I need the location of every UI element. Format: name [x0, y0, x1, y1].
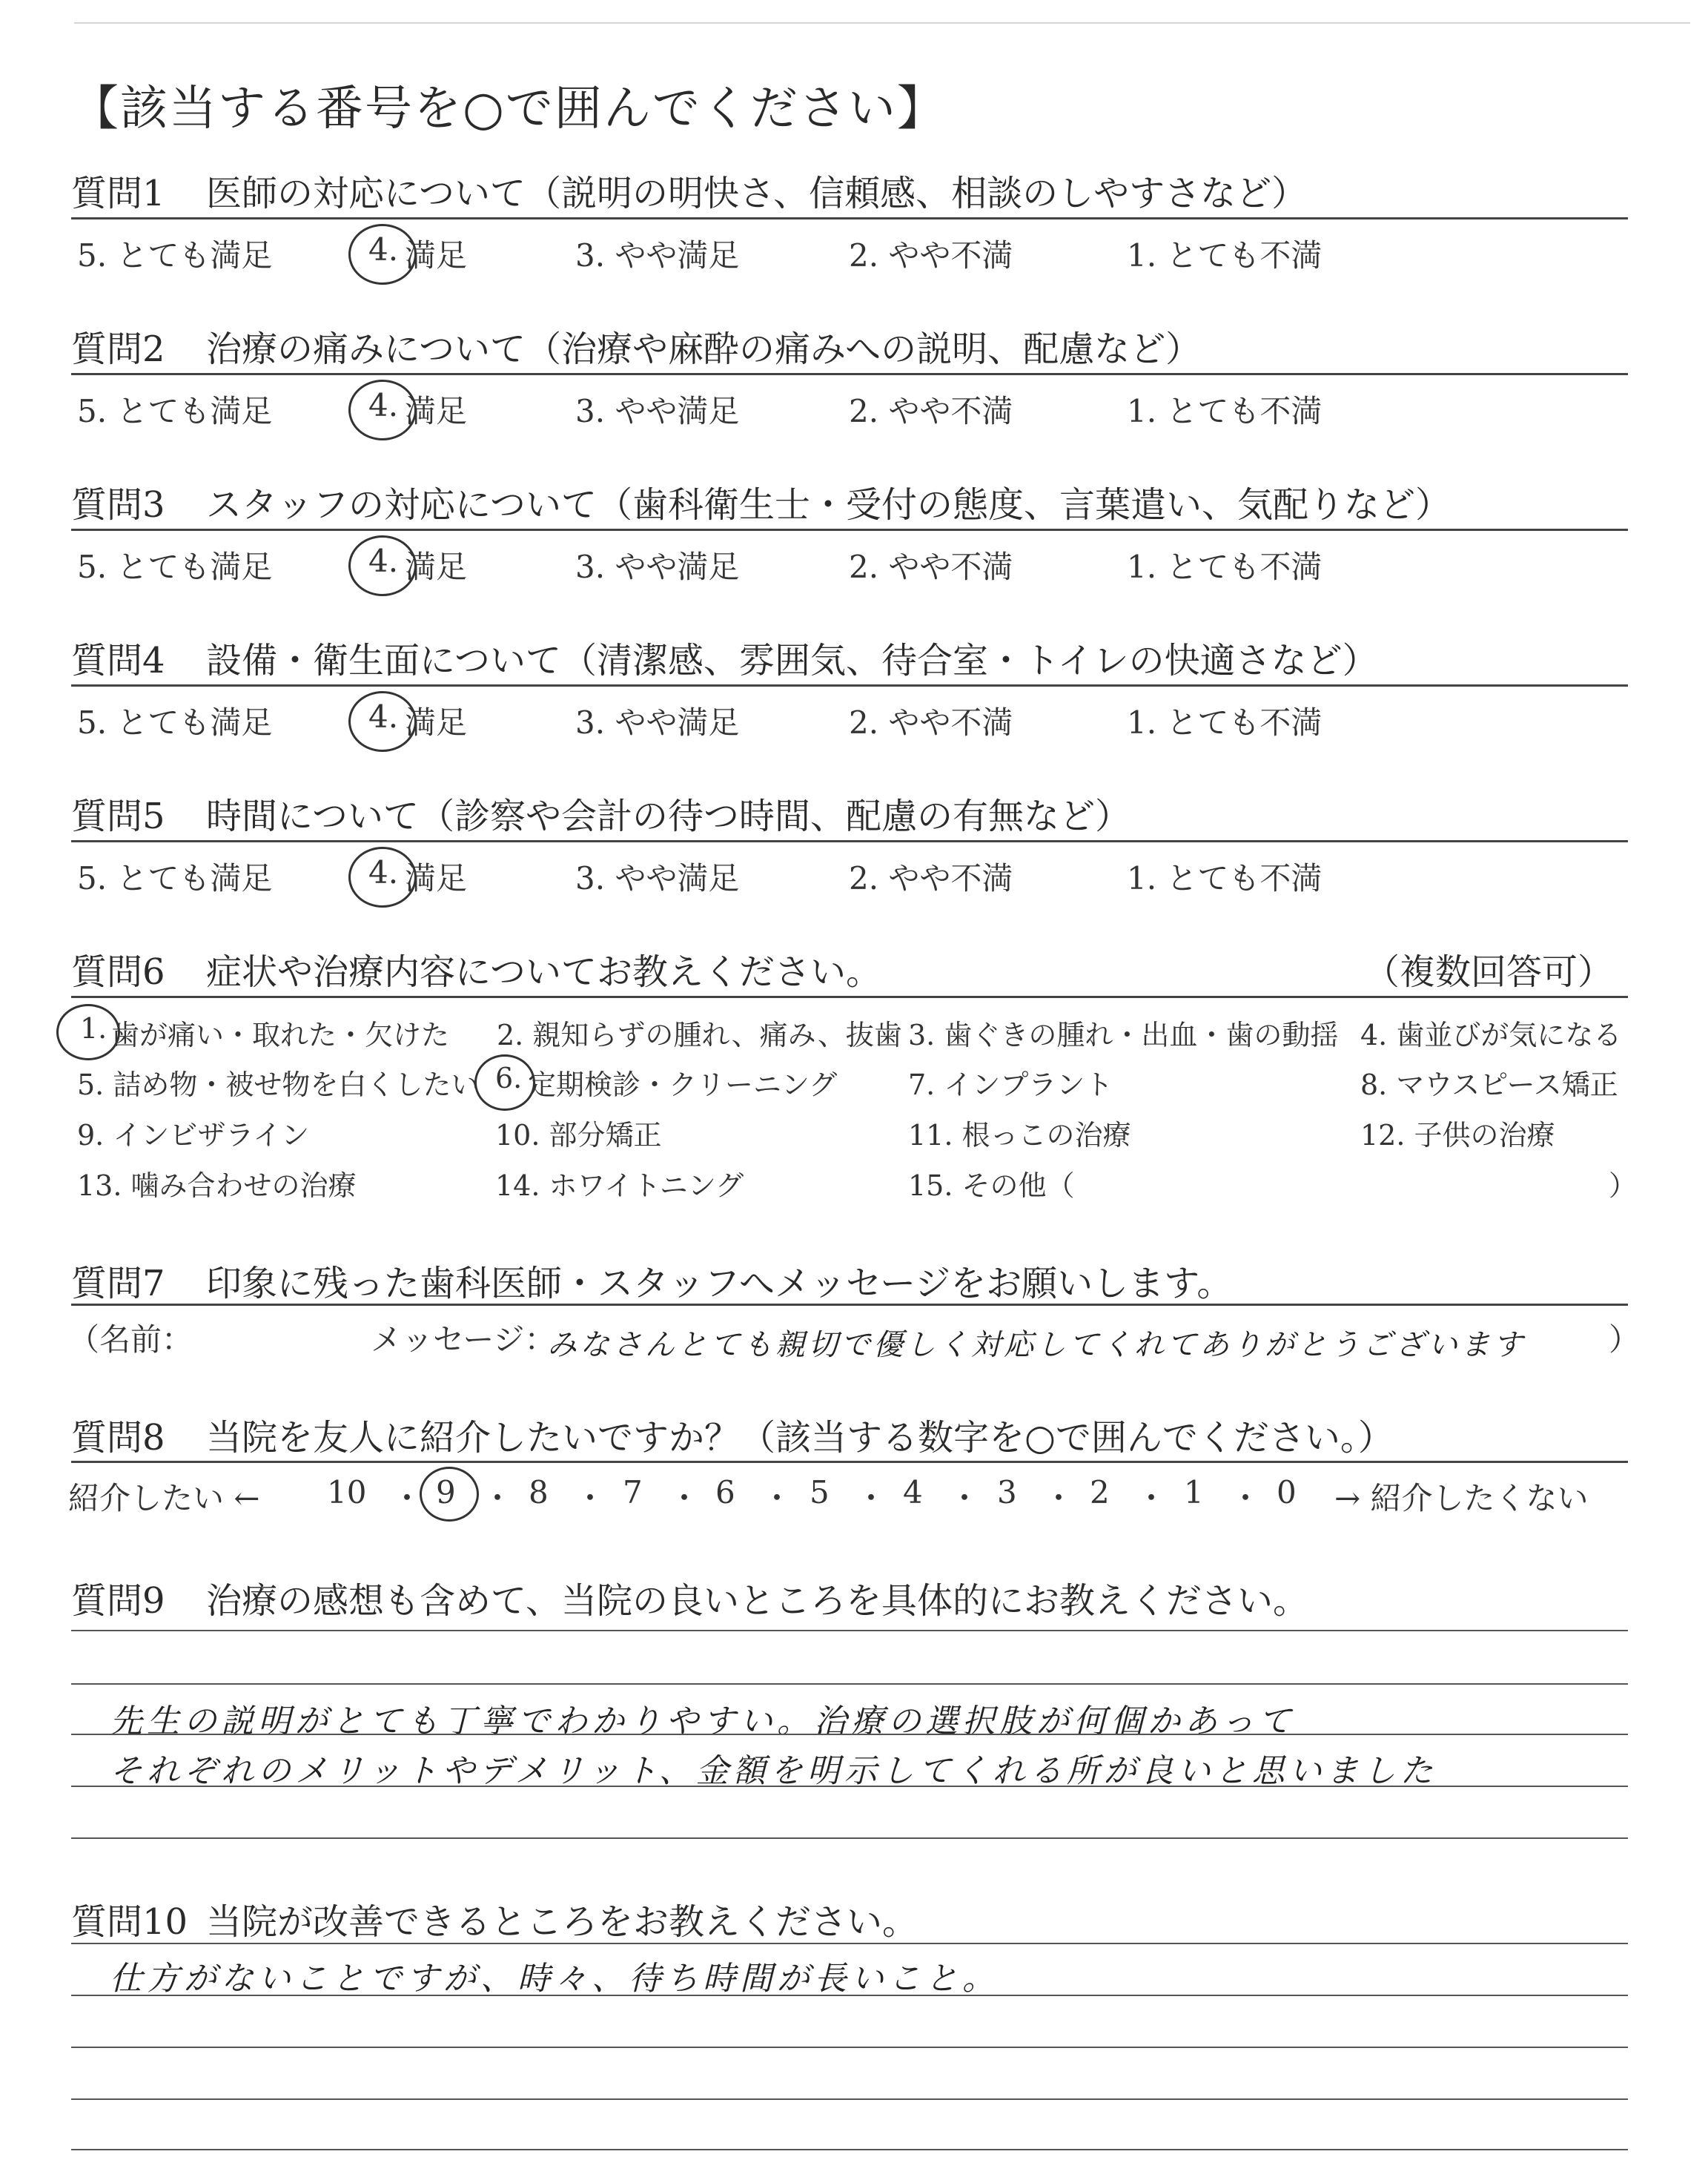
q6-option-1-number[interactable]: 1.: [80, 1012, 107, 1045]
q4-rule: [71, 684, 1628, 687]
q1-selection-circle: [348, 224, 417, 285]
q9-rule-3: [71, 1734, 1628, 1735]
q6-option-15[interactable]: 15. その他（: [908, 1169, 1075, 1202]
q10-text: 当院が改善できるところをお教えください。: [206, 1901, 918, 1943]
q5-option-5[interactable]: 5. とても満足: [77, 860, 273, 896]
q8-sep: ・: [391, 1480, 423, 1516]
q7-label: 質問7: [71, 1263, 165, 1304]
q6-option-11[interactable]: 11. 根っこの治療: [908, 1119, 1131, 1152]
q8-text: 当院を友人に紹介したいですか？（該当する数字を○で囲んでください。）: [206, 1417, 1394, 1459]
q8-sep: ・: [669, 1480, 701, 1516]
q6-option-6-label[interactable]: 定期検診・クリーニング: [528, 1069, 838, 1101]
q8-scale-2[interactable]: 2: [1090, 1474, 1110, 1510]
q5-selection-circle: [348, 847, 417, 908]
q6-option-14[interactable]: 14. ホワイトニング: [495, 1169, 744, 1202]
q8-selection-circle: [420, 1467, 479, 1522]
q4-text: 設備・衛生面について（清潔感、雰囲気、待合室・トイレの快適さなど）: [206, 640, 1378, 681]
q6-option-15-close: ）: [1609, 1169, 1638, 1202]
q9-label: 質問9: [71, 1580, 165, 1622]
q6-text: 症状や治療内容についてお教えください。: [206, 951, 882, 993]
q1-text: 医師の対応について（説明の明快さ、信頼感、相談のしやすさなど）: [206, 173, 1308, 214]
q8-scale-9[interactable]: 9: [436, 1474, 456, 1510]
q1-option-2[interactable]: 2. やや不満: [849, 237, 1013, 274]
q10-label: 質問10: [71, 1901, 188, 1943]
q6-option-2[interactable]: 2. 親知らずの腫れ、痛み、抜歯: [497, 1019, 902, 1051]
q9-rule-2: [71, 1683, 1628, 1685]
q10-rule-5: [71, 2149, 1628, 2150]
q6-option-6-circle: [474, 1054, 535, 1111]
q1-rule: [71, 217, 1628, 219]
q3-option-3[interactable]: 3. やや満足: [575, 549, 740, 585]
q6-option-9[interactable]: 9. インビザライン: [77, 1119, 310, 1152]
q10-rule-1: [71, 1943, 1628, 1944]
q5-option-3[interactable]: 3. やや満足: [575, 860, 740, 896]
q8-label: 質問8: [71, 1417, 165, 1459]
q2-rule: [71, 373, 1628, 375]
q9-rule-5: [71, 1837, 1628, 1839]
q2-option-4-number[interactable]: 4.: [368, 387, 399, 423]
q7-text: 印象に残った歯科医師・スタッフへメッセージをお願いします。: [206, 1263, 1233, 1304]
q6-option-1-circle: [56, 1004, 120, 1060]
q3-text: スタッフの対応について（歯科衛生士・受付の態度、言葉遣い、気配りなど）: [206, 484, 1452, 526]
q8-scale-7[interactable]: 7: [623, 1474, 643, 1510]
q8-scale-0[interactable]: 0: [1277, 1474, 1297, 1510]
q8-sep: ・: [949, 1480, 981, 1516]
q4-label: 質問4: [71, 640, 165, 681]
q8-scale-8[interactable]: 8: [529, 1474, 549, 1510]
q1-option-3[interactable]: 3. やや満足: [575, 237, 740, 274]
q5-text: 時間について（診察や会計の待つ時間、配慮の有無など）: [206, 796, 1131, 837]
q8-rule: [71, 1461, 1628, 1463]
q6-option-12[interactable]: 12. 子供の治療: [1360, 1119, 1555, 1152]
q7-message-value[interactable]: みなさんとても親切で優しく対応してくれてありがとうございます: [547, 1328, 1526, 1362]
q2-text: 治療の痛みについて（治療や麻酔の痛みへの説明、配慮など）: [206, 328, 1202, 370]
q3-rule: [71, 529, 1628, 531]
q6-option-5[interactable]: 5. 詰め物・被せ物を白くしたい: [77, 1069, 480, 1101]
q6-option-7[interactable]: 7. インプラント: [908, 1069, 1113, 1101]
q6-rule: [71, 996, 1628, 998]
q7-close-paren: ）: [1609, 1321, 1641, 1358]
q8-sep: ・: [482, 1480, 514, 1516]
q6-option-10[interactable]: 10. 部分矯正: [495, 1119, 662, 1152]
form-title: 【該当する番号を○で囲んでください】: [71, 82, 946, 136]
q2-selection-circle: [348, 380, 417, 440]
q4-option-5[interactable]: 5. とても満足: [77, 704, 273, 741]
q1-option-4-number[interactable]: 4.: [368, 231, 399, 268]
q4-option-4-number[interactable]: 4.: [368, 698, 399, 735]
q8-sep: ・: [855, 1480, 887, 1516]
q3-option-5[interactable]: 5. とても満足: [77, 549, 273, 585]
q7-message-label: メッセージ：: [371, 1321, 556, 1358]
q2-option-3[interactable]: 3. やや満足: [575, 393, 740, 429]
q5-option-1[interactable]: 1. とても不満: [1127, 860, 1323, 896]
q4-option-2[interactable]: 2. やや不満: [849, 704, 1013, 741]
q7-name-label: （名前：: [68, 1321, 193, 1358]
q9-text: 治療の感想も含めて、当院の良いところを具体的にお教えください。: [206, 1580, 1309, 1622]
q3-option-2[interactable]: 2. やや不満: [849, 549, 1013, 585]
q8-scale-3[interactable]: 3: [997, 1474, 1017, 1510]
q6-option-6-number[interactable]: 6.: [495, 1062, 523, 1094]
q8-sep: ・: [575, 1480, 606, 1516]
q6-option-13[interactable]: 13. 噛み合わせの治療: [77, 1169, 357, 1202]
q3-option-4-number[interactable]: 4.: [368, 543, 399, 579]
q5-label: 質問5: [71, 796, 165, 837]
q3-label: 質問3: [71, 484, 165, 526]
q5-option-4-label[interactable]: 満足: [405, 860, 468, 896]
q3-option-1[interactable]: 1. とても不満: [1127, 549, 1323, 585]
q10-answer-line-1[interactable]: 仕方がないことですが、時々、待ち時間が長いこと。: [110, 1960, 999, 1998]
q4-option-1[interactable]: 1. とても不満: [1127, 704, 1323, 741]
q2-option-1[interactable]: 1. とても不満: [1127, 393, 1323, 429]
q6-option-4[interactable]: 4. 歯並びが気になる: [1360, 1019, 1622, 1051]
q10-rule-4: [71, 2098, 1628, 2100]
q8-scale-1[interactable]: 1: [1184, 1474, 1204, 1510]
q4-option-4-label[interactable]: 満足: [405, 704, 468, 741]
q5-option-2[interactable]: 2. やや不満: [849, 860, 1013, 896]
q8-sep: ・: [1230, 1480, 1262, 1516]
q2-option-5[interactable]: 5. とても満足: [77, 393, 273, 429]
top-rule: [74, 22, 1690, 24]
q2-option-2[interactable]: 2. やや不満: [849, 393, 1013, 429]
q8-right-label: → 紹介したくない: [1334, 1480, 1589, 1516]
q10-rule-2: [71, 1995, 1628, 1996]
q6-option-3[interactable]: 3. 歯ぐきの腫れ・出血・歯の動揺: [908, 1019, 1339, 1051]
q8-scale-5[interactable]: 5: [810, 1474, 830, 1510]
q1-option-4-label[interactable]: 満足: [405, 237, 468, 274]
q3-option-4-label[interactable]: 満足: [405, 549, 468, 585]
q1-option-5[interactable]: 5. とても満足: [77, 237, 273, 274]
q8-sep: ・: [1136, 1480, 1168, 1516]
q10-rule-3: [71, 2047, 1628, 2048]
q8-sep: ・: [761, 1480, 793, 1516]
q7-rule: [71, 1304, 1628, 1306]
q4-option-3[interactable]: 3. やや満足: [575, 704, 740, 741]
q5-option-4-number[interactable]: 4.: [368, 854, 399, 891]
q6-label: 質問6: [71, 951, 165, 993]
q9-rule-1: [71, 1630, 1628, 1631]
q9-answer-line-2[interactable]: それぞれのメリットやデメリット、金額を明示してくれる所が良いと思いました: [110, 1752, 1437, 1790]
q8-scale-6[interactable]: 6: [715, 1474, 735, 1510]
q8-scale-4[interactable]: 4: [903, 1474, 923, 1510]
q9-rule-4: [71, 1786, 1628, 1787]
q2-option-4-label[interactable]: 満足: [405, 393, 468, 429]
q6-multiple-note: （複数回答可）: [1364, 951, 1614, 993]
q5-rule: [71, 840, 1628, 842]
q1-label: 質問1: [71, 173, 165, 214]
q2-label: 質問2: [71, 328, 165, 370]
q9-answer-line-1[interactable]: 先生の説明がとても丁寧でわかりやすい。治療の選択肢が何個かあって: [110, 1702, 1296, 1740]
q6-option-1-label[interactable]: 歯が痛い・取れた・欠けた: [111, 1019, 450, 1051]
q8-left-label: 紹介したい ←: [68, 1480, 260, 1516]
q1-option-1[interactable]: 1. とても不満: [1127, 237, 1323, 274]
q8-scale-10[interactable]: 10: [327, 1474, 367, 1510]
q3-selection-circle: [348, 535, 417, 596]
q8-sep: ・: [1043, 1480, 1075, 1516]
q6-option-8[interactable]: 8. マウスピース矯正: [1360, 1069, 1618, 1101]
q4-selection-circle: [348, 691, 417, 752]
